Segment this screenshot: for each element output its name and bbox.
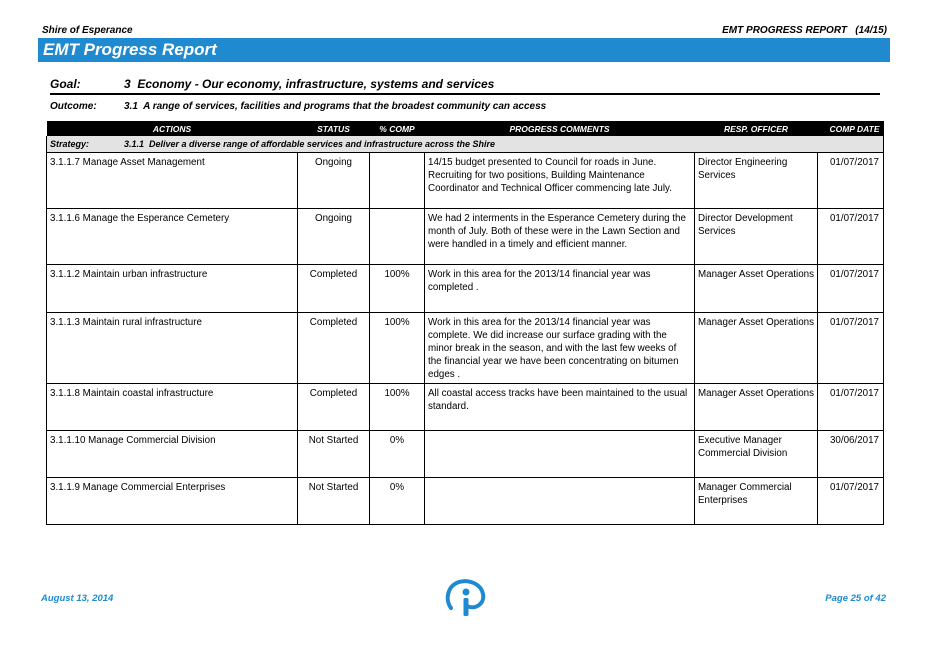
action-cell: 3.1.1.2 Maintain urban infrastructure [47,265,298,313]
page-title-banner: EMT Progress Report [38,38,890,62]
progress-comment-cell: 14/15 budget presented to Council for roads in June. Recruiting for two positions, Building Maintenance Coordinator and Technical Officer commencing late July. [425,153,695,209]
responsible-officer-cell: Manager Asset Operations [695,384,818,431]
status-cell: Ongoing [298,209,370,265]
percent-complete-cell: 0% [370,478,425,525]
completion-date-cell: 01/07/2017 [818,265,884,313]
table-row [47,384,884,431]
completion-date-cell: 01/07/2017 [818,313,884,384]
completion-date-cell: 01/07/2017 [818,209,884,265]
responsible-officer-cell: Director Engineering Services [695,153,818,209]
progress-comment-cell: We had 2 interments in the Esperance Cemetery during the month of July. Both of these were in the Lawn Section and were handled in a timely and efficient manner. [425,209,695,265]
progress-comment-cell [425,478,695,525]
responsible-officer-cell: Executive Manager Commercial Division [695,431,818,478]
info-i-logo-icon [443,578,487,618]
progress-comment-cell: Work in this area for the 2013/14 financial year was complete. We did increase our surface grading with the minor break in the season, and with the last few weeks of the financial year we have been concentrating on bitumen edges . [425,313,695,384]
completion-date-cell: 01/07/2017 [818,153,884,209]
org-name: Shire of Esperance [42,25,133,36]
responsible-officer-cell: Manager Asset Operations [695,265,818,313]
strategy-label: Strategy: [50,139,90,149]
table-row [47,313,884,384]
percent-complete-cell: 0% [370,431,425,478]
action-cell: 3.1.1.6 Manage the Esperance Cemetery [47,209,298,265]
progress-comment-cell: All coastal access tracks have been maintained to the usual standard. [425,384,695,431]
completion-date-cell: 01/07/2017 [818,384,884,431]
col-date-header: COMP DATE [818,121,884,136]
completion-date-cell: 01/07/2017 [818,478,884,525]
status-cell: Not Started [298,431,370,478]
percent-complete-cell: 100% [370,313,425,384]
outcome-label: Outcome: [50,101,97,112]
status-cell: Completed [298,313,370,384]
table-row [47,209,884,265]
table-row [47,478,884,525]
col-comments-header: PROGRESS COMMENTS [425,121,695,136]
goal-label: Goal: [50,77,81,91]
table-row [47,431,884,478]
col-status-header: STATUS [298,121,370,136]
status-cell: Ongoing [298,153,370,209]
table-row [47,265,884,313]
table-header-row [47,121,884,136]
col-actions-header: ACTIONS [47,121,298,136]
responsible-officer-cell: Director Development Services [695,209,818,265]
strategy-row [47,136,884,153]
goal-value: 3 Economy - Our economy, infrastructure, systems and services [124,77,495,91]
report-date: August 13, 2014 [41,593,114,604]
table-row [47,153,884,209]
responsible-officer-cell: Manager Asset Operations [695,313,818,384]
strategy-cell [47,136,884,153]
status-cell: Completed [298,265,370,313]
progress-table [46,121,884,525]
report-reference: EMT PROGRESS REPORT (14/15) [722,25,887,36]
action-cell: 3.1.1.10 Manage Commercial Division [47,431,298,478]
page-number: Page 25 of 42 [825,593,886,604]
progress-comment-cell: Work in this area for the 2013/14 financial year was completed . [425,265,695,313]
percent-complete-cell: 100% [370,265,425,313]
status-cell: Not Started [298,478,370,525]
percent-complete-cell: 100% [370,384,425,431]
responsible-officer-cell: Manager Commercial Enterprises [695,478,818,525]
strategy-value: 3.1.1 Deliver a diverse range of affordable services and infrastructure across the Shire [124,139,495,149]
outcome-row [50,101,880,116]
progress-comment-cell [425,431,695,478]
status-cell: Completed [298,384,370,431]
percent-complete-cell [370,153,425,209]
col-officer-header: RESP. OFFICER [695,121,818,136]
completion-date-cell: 30/06/2017 [818,431,884,478]
action-cell: 3.1.1.7 Manage Asset Management [47,153,298,209]
goal-row [50,76,880,95]
action-cell: 3.1.1.3 Maintain rural infrastructure [47,313,298,384]
action-cell: 3.1.1.9 Manage Commercial Enterprises [47,478,298,525]
col-pct-header: % COMP [370,121,425,136]
action-cell: 3.1.1.8 Maintain coastal infrastructure [47,384,298,431]
percent-complete-cell [370,209,425,265]
outcome-value: 3.1 A range of services, facilities and programs that the broadest community can access [124,101,547,112]
